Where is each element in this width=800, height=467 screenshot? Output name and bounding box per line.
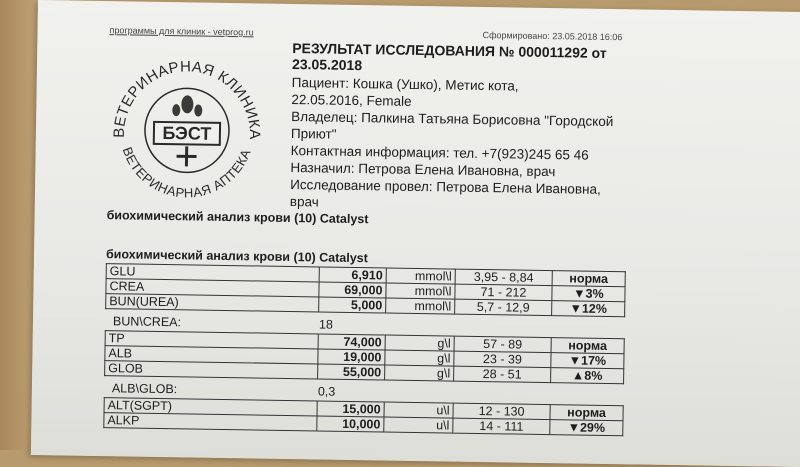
test-value-cell: 74,000 bbox=[318, 334, 385, 350]
results-table-group-1 bbox=[105, 263, 626, 317]
reference-range-cell: 57 - 89 bbox=[454, 336, 551, 353]
patient-line-2: 22.05.2016, Female bbox=[291, 91, 411, 110]
test-value-cell: 15,000 bbox=[317, 401, 384, 417]
test-unit-cell: u\l bbox=[384, 417, 453, 433]
alb-glob-label: ALB\GLOB: bbox=[112, 381, 178, 396]
alb-glob-value: 0,3 bbox=[318, 384, 336, 398]
reference-range-cell: 23 - 39 bbox=[454, 351, 551, 368]
test-value-cell: 5,000 bbox=[319, 297, 386, 313]
test-name-cell: GLOB bbox=[105, 361, 318, 379]
status-flag-cell: ▼17% bbox=[551, 353, 624, 369]
test-value-cell: 19,000 bbox=[318, 349, 385, 365]
test-name-cell: TP bbox=[105, 331, 318, 349]
owner-line-1: Владелец: Палкина Татьяна Борисовна "Городской bbox=[291, 108, 613, 131]
test-unit-cell: g\l bbox=[385, 350, 454, 366]
paw-icon bbox=[172, 95, 202, 116]
status-flag-cell: ▼29% bbox=[550, 420, 623, 436]
clinic-logo bbox=[101, 41, 274, 209]
test-name-cell: BUN(UREA) bbox=[106, 294, 319, 312]
report-title: РЕЗУЛЬТАТ ИССЛЕДОВАНИЯ № 000011292 от bbox=[292, 40, 607, 61]
reference-range-cell: 28 - 51 bbox=[454, 366, 551, 383]
generated-timestamp: Сформировано: 23.05.2018 16:06 bbox=[482, 30, 622, 42]
logo-brand-text: БЭСТ bbox=[162, 123, 211, 144]
contact-info: Контактная информация: тел. +7(923)245 65 46 bbox=[291, 142, 589, 164]
status-flag-cell: норма bbox=[550, 405, 623, 421]
results-group-3-wrap bbox=[103, 397, 623, 436]
test-unit-cell: g\l bbox=[385, 335, 454, 351]
vetprog-link[interactable]: программы для клиник - vetprog.ru bbox=[109, 25, 253, 37]
results-group-2-wrap bbox=[104, 330, 625, 384]
reference-range-cell: 14 - 111 bbox=[453, 418, 550, 435]
analysis-heading: биохимический анализ крови (10) Catalyst bbox=[107, 208, 369, 226]
performed-by-line-2: врач bbox=[290, 193, 319, 211]
test-unit-cell: mmol\l bbox=[386, 298, 455, 314]
results-table-group-3 bbox=[103, 397, 623, 436]
status-flag-cell: ▼12% bbox=[552, 301, 625, 317]
reference-range-cell: 3,95 - 8,84 bbox=[455, 269, 552, 286]
test-value-cell: 69,000 bbox=[319, 282, 386, 298]
test-name-cell: CREA bbox=[106, 279, 319, 297]
test-name-cell: ALKP bbox=[104, 413, 317, 431]
reference-range-cell: 12 - 130 bbox=[453, 403, 550, 420]
test-unit-cell: g\l bbox=[385, 365, 454, 381]
report-date: 23.05.2018 bbox=[292, 56, 362, 73]
reference-range-cell: 71 - 212 bbox=[455, 284, 552, 301]
test-value-cell: 6,910 bbox=[319, 267, 386, 283]
test-unit-cell: mmol\l bbox=[386, 283, 455, 299]
test-value-cell: 10,000 bbox=[317, 416, 384, 432]
performed-by-line-1: Исследование провел: Петрова Елена Ивановна, bbox=[290, 176, 601, 198]
test-value-cell: 55,000 bbox=[318, 364, 385, 380]
results-group-1-wrap bbox=[105, 263, 626, 317]
analysis-table-heading: биохимический анализ крови (10) Catalyst bbox=[106, 247, 368, 265]
status-flag-cell: ▼3% bbox=[552, 286, 625, 302]
status-flag-cell: ▲8% bbox=[551, 368, 624, 384]
status-flag-cell: норма bbox=[552, 271, 625, 287]
status-flag-cell: норма bbox=[551, 338, 624, 354]
report-sheet bbox=[31, 0, 800, 467]
reference-range-cell: 5,7 - 12,9 bbox=[455, 299, 552, 316]
bun-crea-label: BUN\CREA: bbox=[113, 314, 181, 329]
bun-crea-value: 18 bbox=[319, 317, 333, 331]
test-name-cell: ALT(SGPT) bbox=[104, 398, 317, 416]
test-unit-cell: u\l bbox=[384, 402, 453, 418]
results-table-group-2 bbox=[104, 330, 625, 384]
logo-ring-top-text: ВЕТЕРИНАРНАЯ КЛИНИКА bbox=[111, 57, 264, 140]
logo-ring-bottom-text: ВЕТЕРИНАРНАЯ АПТЕКА bbox=[119, 145, 254, 202]
test-name-cell: ALB bbox=[105, 346, 318, 364]
test-unit-cell: mmol\l bbox=[386, 268, 455, 284]
owner-line-2: Приют" bbox=[291, 125, 337, 143]
patient-line-1: Пациент: Кошка (Ушко), Метис кота, bbox=[292, 74, 519, 95]
test-name-cell: GLU bbox=[106, 264, 319, 282]
assigned-by: Назначил: Петрова Елена Ивановна, врач bbox=[290, 159, 555, 181]
